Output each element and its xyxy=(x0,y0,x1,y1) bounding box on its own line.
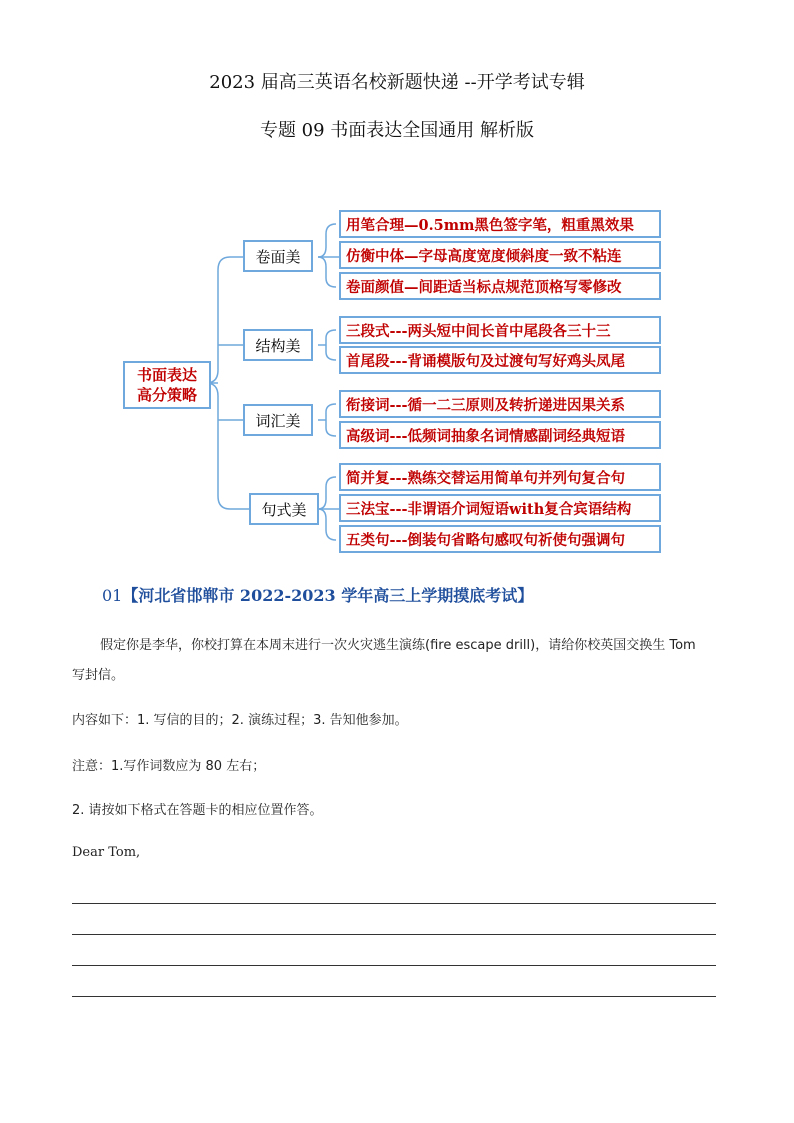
leaf-structure-2: 首尾段---背诵模版句及过渡句写好鸡头凤尾 xyxy=(339,346,661,374)
note-format: 2. 请按如下格式在答题卡的相应位置作答。 xyxy=(72,803,323,818)
note-word-count: 注意：1.写作词数应为 80 左右； xyxy=(72,759,266,774)
leaf-sentence-3: 五类句---倒装句省略句感叹句祈使句强调句 xyxy=(339,525,661,553)
mindmap-root: 书面表达 高分策略 xyxy=(123,361,211,409)
branch-sentence: 句式美 xyxy=(249,493,319,525)
prompt-line-2: 写封信。 xyxy=(72,668,125,683)
salutation: Dear Tom, xyxy=(72,845,141,860)
leaf-appearance-1: 用笔合理—0.5mm黑色签字笔，粗重黑效果 xyxy=(339,210,661,238)
content-requirements: 内容如下：1. 写信的目的；2. 演练过程；3. 告知他参加。 xyxy=(72,713,408,728)
question-heading xyxy=(102,583,533,606)
branch-vocabulary: 词汇美 xyxy=(243,404,313,436)
leaf-vocab-1: 衔接词---循一二三原则及转折递进因果关系 xyxy=(339,390,661,418)
leaf-appearance-2: 仿衡中体—字母高度宽度倾斜度一致不粘连 xyxy=(339,241,661,269)
document-title: 2023 届高三英语名校新题快递 --开学考试专辑 xyxy=(209,72,585,93)
question-number: 01 xyxy=(102,586,123,605)
leaf-sentence-2: 三法宝---非谓语介词短语with复合宾语结构 xyxy=(339,494,661,522)
branch-structure: 结构美 xyxy=(243,329,313,361)
document-subtitle: 专题 09 书面表达全国通用 解析版 xyxy=(259,120,535,141)
branch-appearance: 卷面美 xyxy=(243,240,313,272)
leaf-structure-1: 三段式---两头短中间长首中尾段各三十三 xyxy=(339,316,661,344)
answer-line xyxy=(72,934,716,935)
leaf-appearance-3: 卷面颜值—间距适当标点规范顶格写零修改 xyxy=(339,272,661,300)
answer-line xyxy=(72,965,716,966)
answer-line xyxy=(72,996,716,997)
answer-line xyxy=(72,903,716,904)
leaf-sentence-1: 简并复---熟练交替运用简单句并列句复合句 xyxy=(339,463,661,491)
leaf-vocab-2: 高级词---低频词抽象名词情感副词经典短语 xyxy=(339,421,661,449)
prompt-line-1: 假定你是李华，你校打算在本周末进行一次火灾逃生演练(fire escape drill)，请给你校英国交换生 Tom xyxy=(100,638,696,653)
question-source: 【河北省邯郸市 2022-2023 学年高三上学期摸底考试】 xyxy=(122,586,534,605)
